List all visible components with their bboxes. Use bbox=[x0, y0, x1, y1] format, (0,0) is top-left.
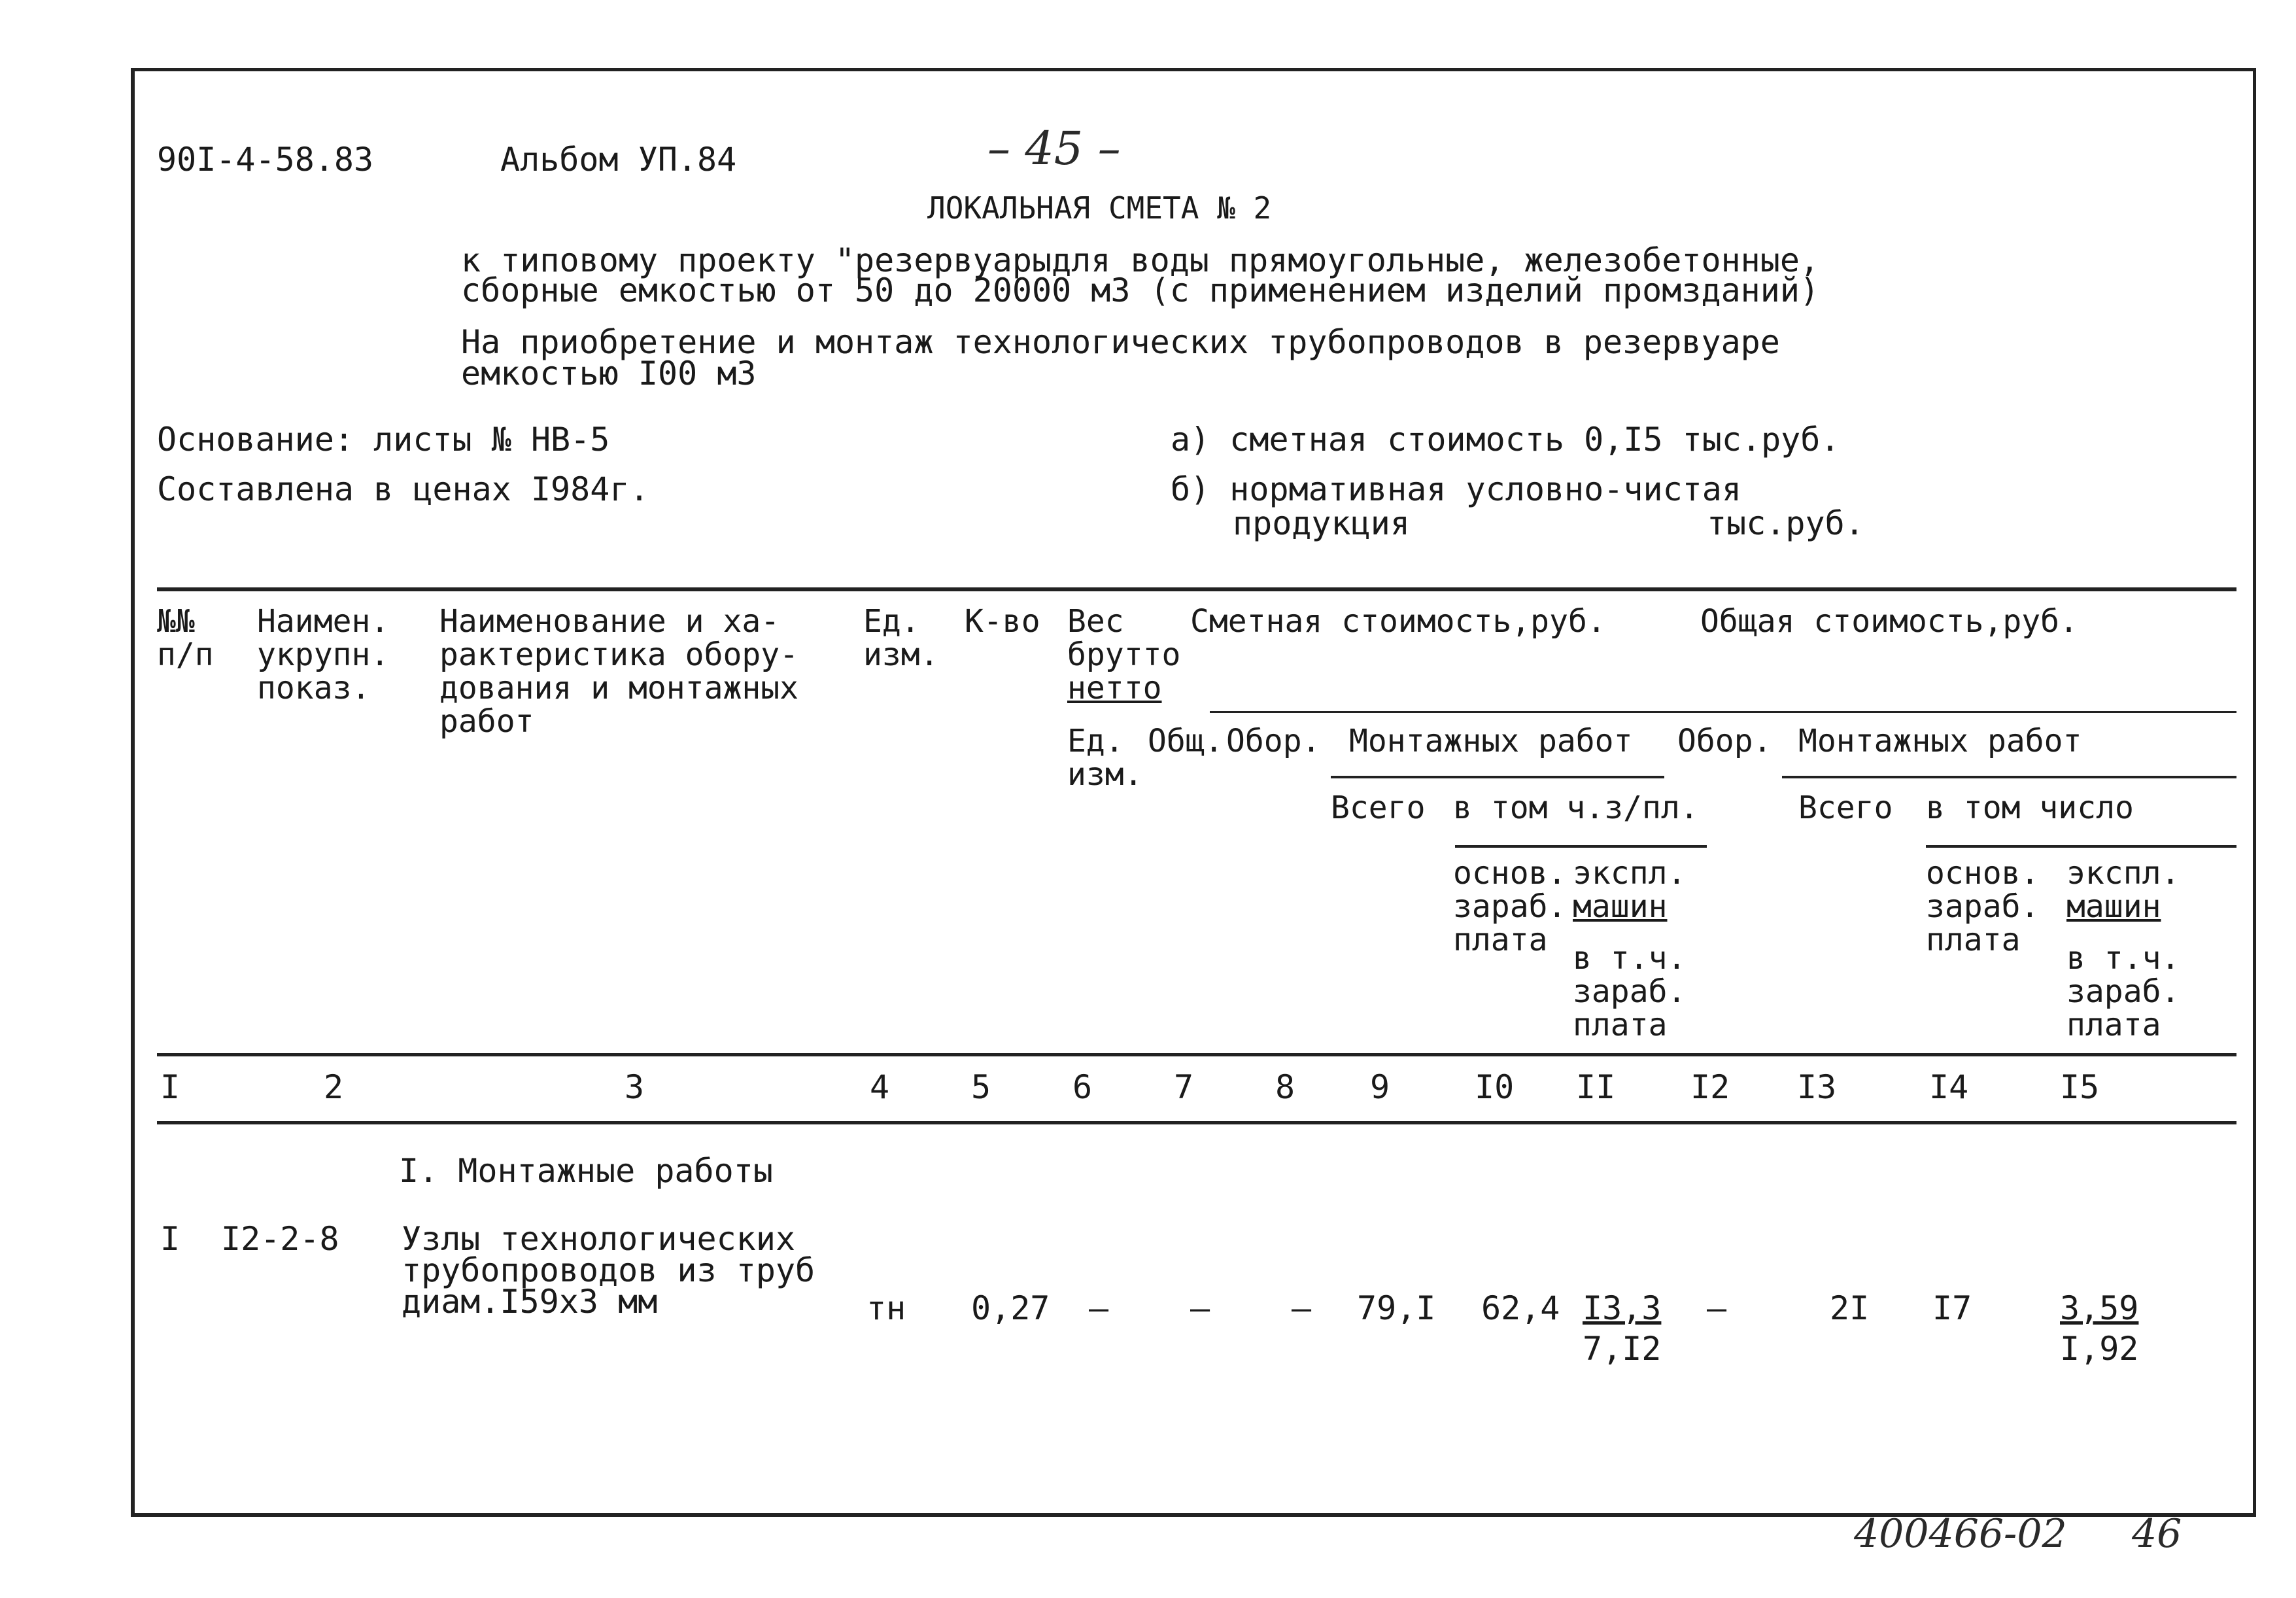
col-number-14: I4 bbox=[1929, 1068, 1969, 1106]
basic-wage2-line-3: плата bbox=[1926, 922, 2021, 958]
incl-wage-line-2: зараб. bbox=[1573, 973, 1687, 1010]
row-name-line-3: диам.I59x3 мм bbox=[402, 1283, 658, 1321]
equipment2-sub-header: Обор. bbox=[1677, 723, 1772, 759]
equipment-sub-header: Обор. bbox=[1226, 723, 1321, 759]
col4-header-line-2: изм. bbox=[863, 636, 939, 673]
incl-wage2-line-2: зараб. bbox=[2066, 973, 2180, 1010]
col1-header-line-2: п/п bbox=[157, 636, 214, 673]
header-rule-under-incl bbox=[1455, 845, 1707, 848]
page-number: – 45 – bbox=[987, 122, 1121, 175]
col-number-12: I2 bbox=[1690, 1068, 1730, 1106]
normative-product-unit: тыс.руб. bbox=[1707, 504, 1864, 542]
row-col10: 62,4 bbox=[1481, 1289, 1560, 1327]
mounting2-sub-header: Монтажных работ bbox=[1798, 723, 2082, 759]
table-top-rule bbox=[157, 587, 2236, 591]
col-number-9: 9 bbox=[1370, 1068, 1390, 1106]
machines-line-2: машин bbox=[1573, 888, 1668, 925]
col-number-1: I bbox=[160, 1068, 180, 1106]
machines2-line-2: машин bbox=[2066, 888, 2161, 925]
header-rule-under-mount bbox=[1331, 776, 1664, 778]
subject-line-2: сборные емкостью от 50 до 20000 м3 (с применением изделий промзданий) bbox=[461, 271, 1820, 309]
total-sub-header: Всего bbox=[1331, 790, 1426, 826]
col6-header-line-2: брутто bbox=[1067, 636, 1181, 673]
handwritten-stamp: 400466-02 bbox=[1854, 1511, 2067, 1557]
col-number-3: 3 bbox=[625, 1068, 645, 1106]
row-col11-bottom: 7,I2 bbox=[1583, 1330, 1662, 1368]
col1-header-line-1: №№ bbox=[157, 603, 195, 640]
total2-sub-header: Всего bbox=[1798, 790, 1893, 826]
doc-code: 90I-4-58.83 bbox=[157, 141, 374, 179]
col-number-7: 7 bbox=[1174, 1068, 1194, 1106]
col-number-6: 6 bbox=[1072, 1068, 1093, 1106]
row-col6: – bbox=[1089, 1289, 1109, 1327]
col2-header-line-1: Наимен. bbox=[257, 603, 390, 640]
header-rule-under-mount2 bbox=[1782, 776, 2236, 778]
col-number-15: I5 bbox=[2060, 1068, 2100, 1106]
col-number-11: II bbox=[1576, 1068, 1616, 1106]
col2-header-line-2: укрупн. bbox=[257, 636, 390, 673]
general-sub-header: Общ. bbox=[1148, 723, 1224, 759]
basic-wage-line-2: зараб. bbox=[1453, 888, 1567, 925]
handwritten-sheet-number: 46 bbox=[2132, 1511, 2182, 1557]
basis-text: Основание: листы № НВ-5 bbox=[157, 421, 610, 459]
col3-header-line-3: дования и монтажных bbox=[439, 670, 799, 706]
col-number-10: I0 bbox=[1475, 1068, 1515, 1106]
prices-text: Составлена в ценах I984г. bbox=[157, 470, 649, 508]
row-col12: – bbox=[1707, 1289, 1727, 1327]
doc-title: ЛОКАЛЬНАЯ СМЕТА № 2 bbox=[927, 190, 1272, 226]
row-quantity: 0,27 bbox=[971, 1289, 1050, 1327]
basic-wage2-line-1: основ. bbox=[1926, 855, 2040, 892]
cost-group-header: Сметная стоимость,руб. bbox=[1190, 603, 1606, 640]
estimated-cost: а) сметная стоимость 0,I5 тыс.руб. bbox=[1171, 421, 1840, 459]
col4-header-line-1: Ед. bbox=[863, 603, 920, 640]
col3-header-line-4: работ bbox=[439, 703, 534, 740]
header-rule-under-weight bbox=[1210, 711, 2236, 713]
subject-line-1: к типовому проекту "резервуарыдля воды прямоугольные, железобетонные, bbox=[461, 241, 1820, 279]
col5-header: К-во bbox=[965, 603, 1040, 640]
col-number-8: 8 bbox=[1275, 1068, 1295, 1106]
basic-wage-line-3: плата bbox=[1453, 922, 1548, 958]
row-col7: – bbox=[1190, 1289, 1210, 1327]
col-number-13: I3 bbox=[1797, 1068, 1837, 1106]
row-col15-bottom: I,92 bbox=[2060, 1330, 2139, 1368]
including-sub-header: в том ч.з/пл. bbox=[1453, 790, 1699, 826]
incl-wage-line-1: в т.ч. bbox=[1573, 940, 1687, 977]
col-number-2: 2 bbox=[324, 1068, 344, 1106]
including2-sub-header: в том число bbox=[1926, 790, 2134, 826]
section-title: I. Монтажные работы bbox=[399, 1152, 773, 1190]
col6-header-line-3: нетто bbox=[1067, 670, 1162, 706]
col3-header-line-2: рактеристика обору- bbox=[439, 636, 799, 673]
header-bottom-rule bbox=[157, 1053, 2236, 1056]
basic-wage2-line-2: зараб. bbox=[1926, 888, 2040, 925]
unit-sub-header-line-2: изм. bbox=[1067, 756, 1143, 793]
total-group-header: Общая стоимость,руб. bbox=[1700, 603, 2078, 640]
unit-sub-header-line-1: Ед. bbox=[1067, 723, 1124, 759]
normative-product-line-1: б) нормативная условно-чистая bbox=[1171, 470, 1741, 508]
row-col13: 2I bbox=[1830, 1289, 1870, 1327]
incl-wage-line-3: плата bbox=[1573, 1007, 1668, 1043]
col6-header-line-1: Вес bbox=[1067, 603, 1124, 640]
row-col11-top: I3,3 bbox=[1583, 1289, 1662, 1327]
col2-header-line-3: показ. bbox=[257, 670, 371, 706]
basic-wage-line-1: основ. bbox=[1453, 855, 1567, 892]
row-name-line-2: трубопроводов из труб bbox=[402, 1251, 815, 1289]
row-name-line-1: Узлы технологических bbox=[402, 1220, 796, 1258]
row-col8: – bbox=[1292, 1289, 1312, 1327]
incl-wage2-line-3: плата bbox=[2066, 1007, 2161, 1043]
machines-line-1: экспл. bbox=[1573, 855, 1687, 892]
machines2-line-1: экспл. bbox=[2066, 855, 2180, 892]
purpose-line-1: На приобретение и монтаж технологических трубопроводов в резервуаре bbox=[461, 323, 1780, 361]
album-label: Альбом УП.84 bbox=[500, 141, 737, 179]
row-col14: I7 bbox=[1932, 1289, 1972, 1327]
col-number-4: 4 bbox=[870, 1068, 890, 1106]
col-numbers-bottom-rule bbox=[157, 1121, 2236, 1124]
row-code: I2-2-8 bbox=[221, 1220, 339, 1258]
row-number: I bbox=[160, 1220, 180, 1258]
row-col15-top: 3,59 bbox=[2060, 1289, 2139, 1327]
mounting-sub-header: Монтажных работ bbox=[1349, 723, 1633, 759]
normative-product-line-2: продукция bbox=[1233, 504, 1410, 542]
header-rule-under-incl2 bbox=[1926, 845, 2236, 848]
purpose-line-2: емкостью I00 м3 bbox=[461, 355, 757, 392]
col-number-5: 5 bbox=[971, 1068, 991, 1106]
row-unit: тн bbox=[866, 1289, 906, 1327]
incl-wage2-line-1: в т.ч. bbox=[2066, 940, 2180, 977]
row-col9: 79,I bbox=[1357, 1289, 1436, 1327]
col3-header-line-1: Наименование и ха- bbox=[439, 603, 780, 640]
